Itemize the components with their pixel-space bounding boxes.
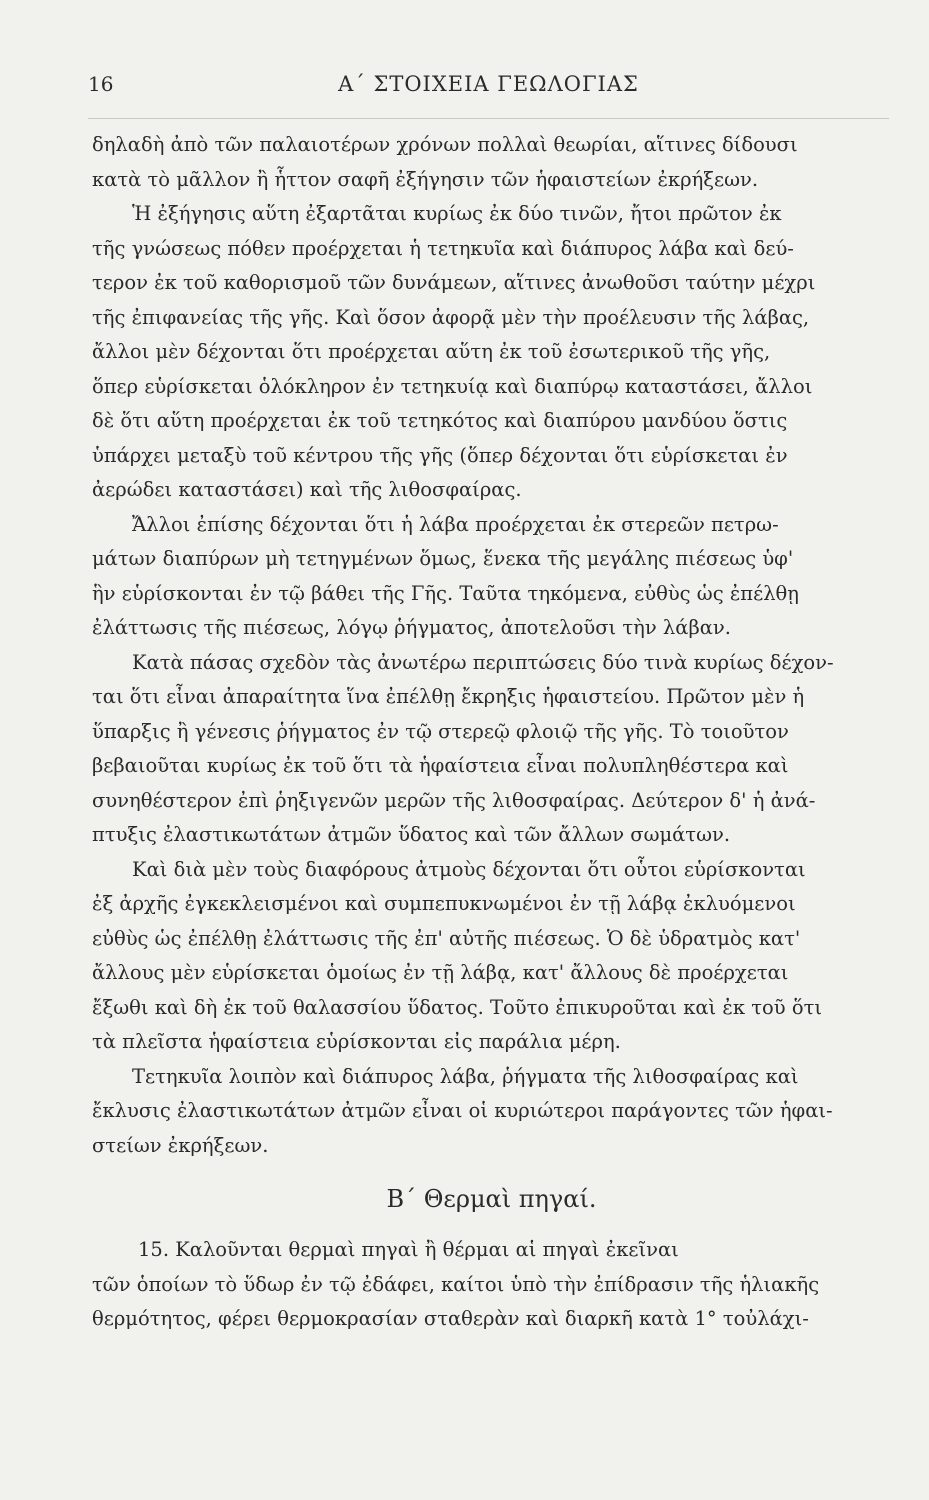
text-line: κατὰ τὸ μᾶλλον ἢ ἧττον σαφῆ ἐξήγησιν τῶν ἡφαιστείων ἐκρήξεων. xyxy=(92,167,759,191)
header-rule xyxy=(88,118,889,119)
text-line: 15. Καλοῦνται θερμαὶ πηγαὶ ἢ θέρμαι αἱ πηγαὶ ἐκεῖναι xyxy=(138,1238,679,1261)
text-line: τῆς γνώσεως πόθεν προέρχεται ἡ τετηκυῖα καὶ διάπυρος λάβα καὶ δεύ- xyxy=(92,236,794,260)
text-line: ὕπαρξις ἢ γένεσις ῥήγματος ἐν τῷ στερεῷ φλοιῷ τῆς γῆς. Τὸ τοιοῦτον xyxy=(92,719,789,743)
text-line: ὑπάρχει μεταξὺ τοῦ κέντρου τῆς γῆς (ὅπερ δέχονται ὅτι εὑρίσκεται ἐν xyxy=(92,443,788,467)
text-line: ται ὅτι εἶναι ἀπαραίτητα ἵνα ἐπέλθῃ ἔκρηξις ἡφαιστείου. Πρῶτον μὲν ἡ xyxy=(92,685,805,708)
section-heading: Β΄ Θερμαὶ πηγαί. xyxy=(386,1185,597,1213)
text-line: συνηθέστερον ἐπὶ ῥηξιγενῶν μερῶν τῆς λιθοσφαίρας. Δεύτερον δ' ἡ ἀνά- xyxy=(92,788,816,812)
text-line: δὲ ὅτι αὕτη προέρχεται ἐκ τοῦ τετηκότος καὶ διαπύρου μανδύου ὅστις xyxy=(92,409,788,432)
text-line: ὅπερ εὑρίσκεται ὁλόκληρον ἐν τετηκυίᾳ καὶ διαπύρῳ καταστάσει, ἄλλοι xyxy=(92,374,813,398)
running-title: Α΄ ΣΤΟΙΧΕΙΑ ΓΕΩΛΟΓΙΑΣ xyxy=(338,72,639,96)
text-line: ἄλλους μὲν εὑρίσκεται ὁμοίως ἐν τῇ λάβᾳ, κατ' ἄλλους δὲ προέρχεται xyxy=(92,961,789,984)
text-line: Τετηκυῖα λοιπὸν καὶ διάπυρος λάβα, ῥήγματα τῆς λιθοσφαίρας καὶ xyxy=(132,1064,799,1088)
text-line: ἄλλοι μὲν δέχονται ὅτι προέρχεται αὕτη ἐκ τοῦ ἐσωτερικοῦ τῆς γῆς, xyxy=(92,340,771,363)
page-header xyxy=(88,72,889,102)
text-line: βεβαιοῦται κυρίως ἐκ τοῦ ὅτι τὰ ἡφαίστεια εἶναι πολυπληθέστερα καὶ xyxy=(92,754,789,777)
text-line: τῆς ἐπιφανείας τῆς γῆς. Καὶ ὅσον ἀφορᾷ μὲν τὴν προέλευσιν τῆς λάβας, xyxy=(92,305,810,329)
page-number: 16 xyxy=(88,72,114,96)
text-line: δηλαδὴ ἀπὸ τῶν παλαιοτέρων χρόνων πολλαὶ θεωρίαι, αἵτινες δίδουσι xyxy=(92,133,798,156)
page-body xyxy=(92,128,891,1337)
text-line: ἣν εὑρίσκονται ἐν τῷ βάθει τῆς Γῆς. Ταῦτα τηκόμενα, εὐθὺς ὡς ἐπέλθῃ xyxy=(92,581,799,605)
text-line: μάτων διαπύρων μὴ τετηγμένων ὅμως, ἕνεκα τῆς μεγάλης πιέσεως ὑφ' xyxy=(92,547,794,570)
text-line: πτυξις ἐλαστικωτάτων ἀτμῶν ὕδατος καὶ τῶν ἄλλων σωμάτων. xyxy=(92,823,731,846)
text-line: τῶν ὁποίων τὸ ὕδωρ ἐν τῷ ἐδάφει, καίτοι ὑπὸ τὴν ἐπίδρασιν τῆς ἡλιακῆς xyxy=(92,1272,820,1296)
text-line: ἐλάττωσις τῆς πιέσεως, λόγῳ ῥήγματος, ἀποτελοῦσι τὴν λάβαν. xyxy=(92,616,731,639)
text-line: Ἄλλοι ἐπίσης δέχονται ὅτι ἡ λάβα προέρχεται ἐκ στερεῶν πετρω- xyxy=(132,512,779,536)
text-line: ἔκλυσις ἐλαστικωτάτων ἀτμῶν εἶναι οἱ κυριώτεροι παράγοντες τῶν ἡφαι- xyxy=(92,1099,833,1122)
text-line: Καὶ διὰ μὲν τοὺς διαφόρους ἀτμοὺς δέχονται ὅτι οὗτοι εὑρίσκονται xyxy=(132,857,806,881)
text-line: στείων ἐκρήξεων. xyxy=(92,1133,269,1157)
text-line: ἐξ ἀρχῆς ἐγκεκλεισμένοι καὶ συμπεπυκνωμένοι ἐν τῇ λάβᾳ ἐκλυόμενοι xyxy=(92,892,796,915)
text-line: τὰ πλεῖστα ἡφαίστεια εὑρίσκονται εἰς παράλια μέρη. xyxy=(92,1030,621,1053)
text-line: Ἡ ἐξήγησις αὕτη ἐξαρτᾶται κυρίως ἐκ δύο τινῶν, ἤτοι πρῶτον ἐκ xyxy=(132,202,782,225)
text-line: τερον ἐκ τοῦ καθορισμοῦ τῶν δυνάμεων, αἵτινες ἀνωθοῦσι ταύτην μέχρι xyxy=(92,271,816,294)
text-line: ἔξωθι καὶ δὴ ἐκ τοῦ θαλασσίου ὕδατος. Τοῦτο ἐπικυροῦται καὶ ἐκ τοῦ ὅτι xyxy=(92,995,823,1019)
text-line: εὐθὺς ὡς ἐπέλθῃ ἐλάττωσις τῆς ἐπ' αὐτῆς πιέσεως. Ὁ δὲ ὑδρατμὸς κατ' xyxy=(92,926,801,950)
text-line: Κατὰ πάσας σχεδὸν τὰς ἀνωτέρω περιπτώσεις δύο τινὰ κυρίως δέχον- xyxy=(132,650,834,674)
text-line: ἀερώδει καταστάσει) καὶ τῆς λιθοσφαίρας. xyxy=(92,478,522,501)
text-line: θερμότητος, φέρει θερμοκρασίαν σταθερὰν καὶ διαρκῆ κατὰ 1° τοὐλάχι- xyxy=(92,1307,809,1330)
